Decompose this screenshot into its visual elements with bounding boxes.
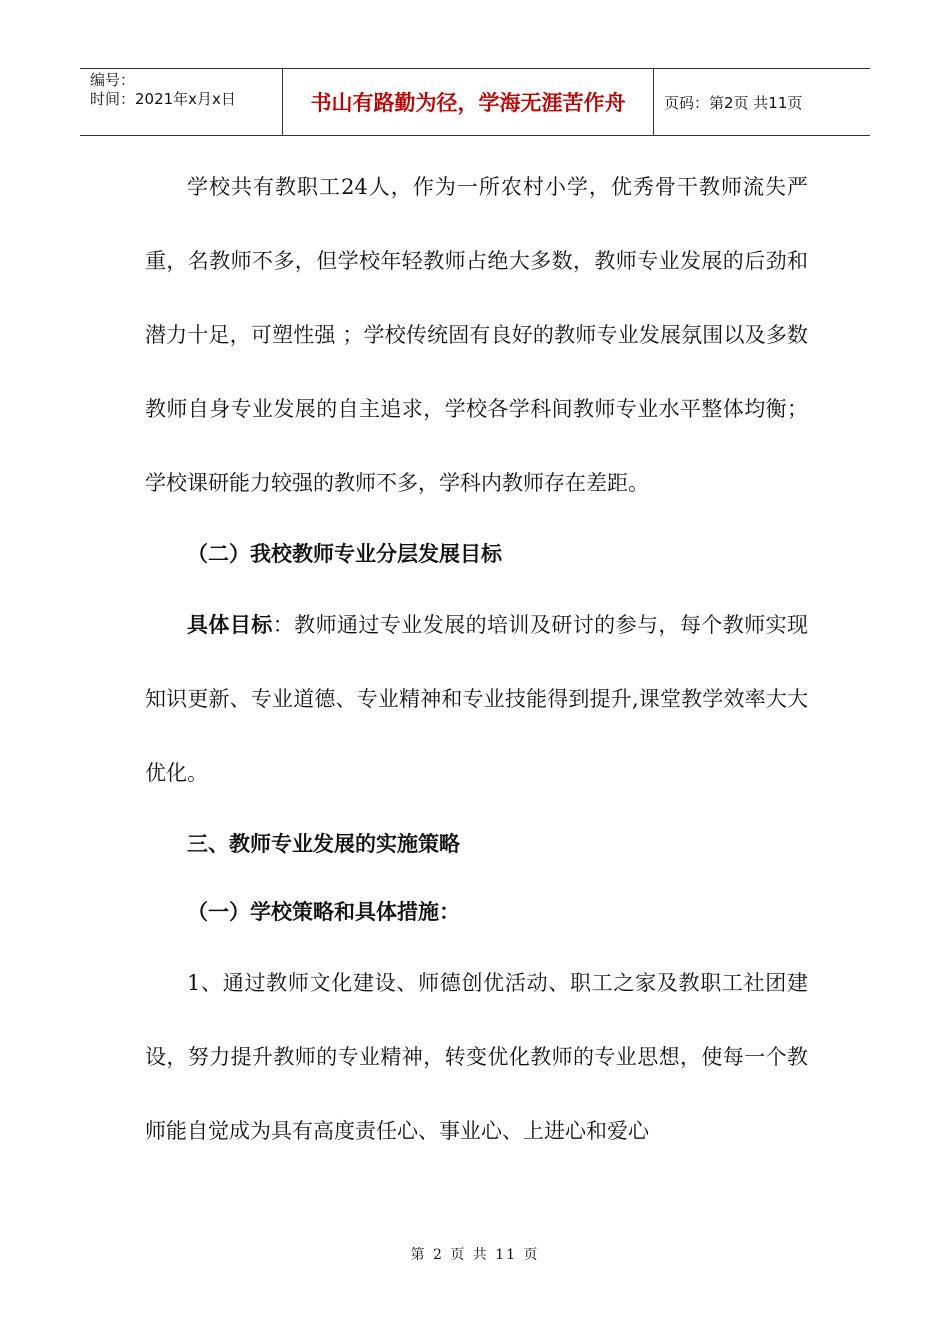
page-header bbox=[80, 68, 870, 136]
document-body bbox=[145, 150, 808, 1168]
paragraph-measure-1: 1、通过教师文化建设、师德创优活动、职工之家及教职工社团建设，努力提升教师的专业精神，转变优化教师的专业思想，使每一个教师能自觉成为具有高度责任心、事业心、上进心和爱心 bbox=[145, 971, 808, 1143]
paragraph-school-staff: 学校共有教职工24人，作为一所农村小学，优秀骨干教师流失严重，名教师不多，但学校年轻教师占绝大多数，教师专业发展的后劲和潜力十足，可塑性强 ；学校传统固有良好的教师专业发展氛围以及多数教师自身专业发展的自主追求，学校各学科间教师专业水平整体均衡；学校课研能力较强的教师不多，学科内教师存在差距。 bbox=[145, 175, 808, 495]
goal-text: ：教师通过专业发展的培训及研讨的参与，每个教师实现知识更新、专业道德、专业精神和专业技能得到提升,课堂教学效率大大优化。 bbox=[145, 613, 809, 785]
page-footer: 第 2 页 共 11 页 bbox=[410, 1247, 540, 1263]
header-motto: 书山有路勤为径，学海无涯苦作舟 bbox=[282, 69, 654, 135]
date-label: 时间：2021年x月x日 bbox=[90, 90, 236, 108]
section-heading-goals: （二）我校教师专业分层发展目标 bbox=[187, 542, 502, 566]
section-heading-strategy: 三、教师专业发展的实施策略 bbox=[187, 832, 460, 856]
paragraph-specific-goal bbox=[145, 588, 808, 810]
doc-number-label: 编号： bbox=[90, 71, 136, 89]
header-meta bbox=[80, 69, 282, 135]
header-page-info: 页码：第2页 共11页 bbox=[664, 93, 803, 112]
goal-label: 具体目标 bbox=[187, 613, 273, 637]
subsection-heading-measures: （一）学校策略和具体措施： bbox=[187, 900, 460, 924]
